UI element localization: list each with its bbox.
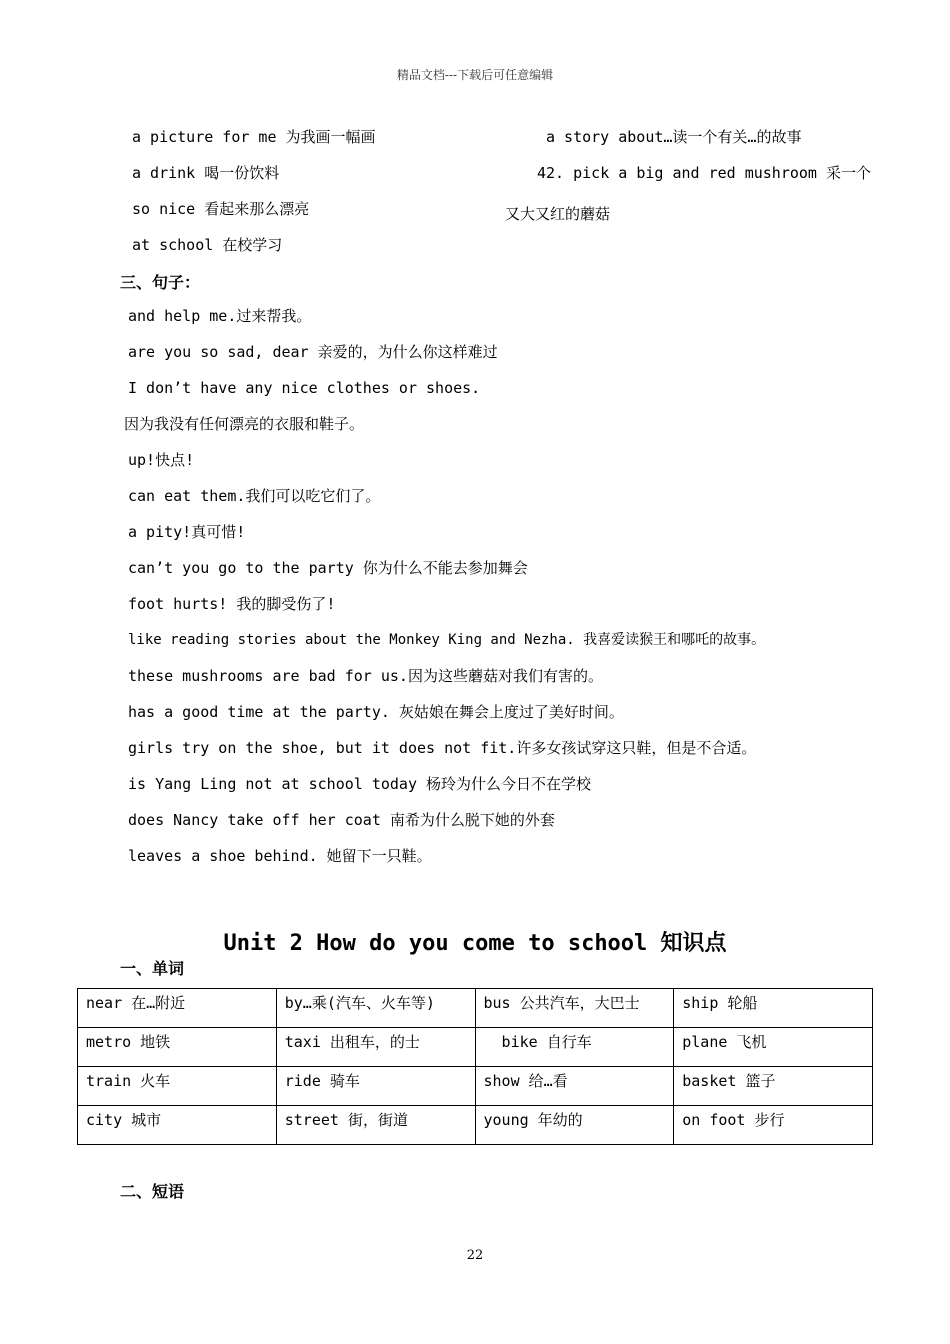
sentence-item: can’t you go to the party 你为什么不能去参加舞会 — [128, 559, 528, 577]
sentence-item: a pity!真可惜! — [128, 523, 246, 541]
sentence-item: up!快点! — [128, 451, 195, 469]
table-cell: by…乘(汽车、火车等) — [276, 989, 475, 1028]
sentence-item: these mushrooms are bad for us.因为这些蘑菇对我们有害的。 — [128, 667, 603, 685]
table-cell: train 火车 — [78, 1067, 277, 1106]
sentence-item: like reading stories about the Monkey King and Nezha. 我喜爱读猴王和哪吒的故事。 — [128, 632, 766, 648]
sentence-item: is Yang Ling not at school today 杨玲为什么今日不在学校 — [128, 775, 592, 793]
sentence-item: does Nancy take off her coat 南希为什么脱下她的外套 — [128, 811, 555, 829]
table-cell: show 给…看 — [475, 1067, 674, 1106]
table-cell: bike 自行车 — [475, 1028, 674, 1067]
phrase-item: 又大又红的蘑菇 — [505, 205, 611, 223]
sentence-item: 因为我没有任何漂亮的衣服和鞋子。 — [124, 415, 365, 433]
section-heading-phrases: 二、短语 — [120, 1182, 185, 1201]
sentence-item: girls try on the shoe, but it does not fit.许多女孩试穿这只鞋，但是不合适。 — [128, 739, 757, 757]
sentence-item: foot hurts! 我的脚受伤了! — [128, 595, 336, 613]
page-header: 精品文档---下载后可任意编辑 — [396, 68, 554, 82]
phrase-item: at school 在校学习 — [132, 236, 283, 254]
table-cell: young 年幼的 — [475, 1106, 674, 1145]
unit-title: Unit 2 How do you come to school 知识点 — [223, 931, 727, 956]
section-heading-sentences: 三、句子： — [120, 273, 201, 292]
table-cell: taxi 出租车，的士 — [276, 1028, 475, 1067]
page-number: 22 — [466, 1248, 484, 1263]
table-row — [78, 1067, 873, 1106]
sentence-item: leaves a shoe behind. 她留下一只鞋。 — [128, 847, 432, 865]
sentence-item: has a good time at the party. 灰姑娘在舞会上度过了美好时间。 — [128, 703, 624, 721]
phrase-item: 42. pick a big and red mushroom 采一个 — [537, 164, 871, 182]
table-cell: ride 骑车 — [276, 1067, 475, 1106]
section-heading-words: 一、单词 — [120, 959, 185, 978]
table-cell: city 城市 — [78, 1106, 277, 1145]
phrase-item: so nice 看起来那么漂亮 — [132, 200, 310, 218]
table-row — [78, 989, 873, 1028]
vocabulary-table — [77, 988, 873, 1145]
sentence-item: I don’t have any nice clothes or shoes. — [128, 379, 481, 397]
table-cell: ship 轮船 — [674, 989, 873, 1028]
phrase-item: a drink 喝一份饮料 — [132, 164, 280, 182]
table-cell: metro 地铁 — [78, 1028, 277, 1067]
table-row — [78, 1028, 873, 1067]
phrase-item: a picture for me 为我画一幅画 — [132, 128, 376, 146]
table-cell: plane 飞机 — [674, 1028, 873, 1067]
sentence-item: can eat them.我们可以吃它们了。 — [128, 487, 381, 505]
phrase-item: a story about…读一个有关…的故事 — [546, 128, 802, 146]
sentence-item: are you so sad, dear 亲爱的，为什么你这样难过 — [128, 343, 498, 361]
sentence-item: and help me.过来帮我。 — [128, 307, 312, 325]
table-cell: street 街，街道 — [276, 1106, 475, 1145]
table-cell: on foot 步行 — [674, 1106, 873, 1145]
table-cell: bus 公共汽车，大巴士 — [475, 989, 674, 1028]
table-cell: near 在…附近 — [78, 989, 277, 1028]
table-row — [78, 1106, 873, 1145]
table-cell: basket 篮子 — [674, 1067, 873, 1106]
